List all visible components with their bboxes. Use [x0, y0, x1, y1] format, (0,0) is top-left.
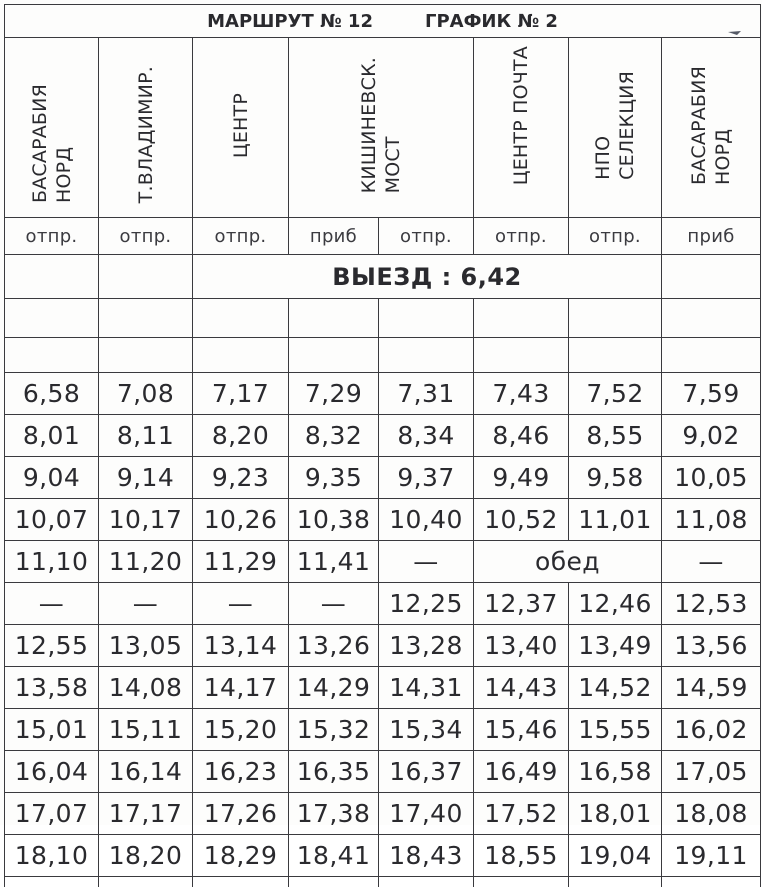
- time-cell: 18,55: [474, 835, 569, 877]
- time-cell: —: [193, 583, 289, 625]
- timetable-row: [5, 709, 761, 751]
- time-cell: 8,46: [474, 415, 569, 457]
- time-cell: 18,41: [289, 835, 379, 877]
- stop-label: КИШИНЕВСК. МОСТ: [357, 57, 405, 193]
- time-cell: 6,58: [5, 373, 99, 415]
- time-cell: 16,35: [289, 751, 379, 793]
- column-type: приб: [289, 218, 379, 255]
- empty-cell: [99, 255, 193, 299]
- empty-cell: [474, 338, 569, 373]
- time-cell: 7,59: [662, 373, 761, 415]
- stop-header-basarabia-nord-end: [662, 38, 761, 218]
- time-cell: 12,46: [569, 583, 662, 625]
- timetable: [4, 4, 761, 887]
- stop-header-centr: [193, 38, 289, 218]
- time-cell: —: [289, 583, 379, 625]
- time-cell: 7,31: [379, 373, 474, 415]
- stop-label: Т.ВЛАДИМИР.: [134, 66, 158, 203]
- time-cell: 16,37: [379, 751, 474, 793]
- stop-label: НПО СЕЛЕКЦИЯ: [591, 71, 639, 180]
- empty-cell: [662, 338, 761, 373]
- time-cell: 7,43: [474, 373, 569, 415]
- time-cell: 14,52: [569, 667, 662, 709]
- empty-cell: [379, 299, 474, 338]
- lunch-break-cell: обед: [474, 541, 662, 583]
- time-cell: 12,53: [662, 583, 761, 625]
- time-cell: 16,14: [99, 751, 193, 793]
- time-cell: 19,11: [662, 835, 761, 877]
- timetable-row: [5, 751, 761, 793]
- time-cell: 15,55: [569, 709, 662, 751]
- empty-cell: [379, 877, 474, 887]
- time-cell: 8,55: [569, 415, 662, 457]
- time-cell: 17,17: [99, 793, 193, 835]
- time-cell: —: [662, 541, 761, 583]
- time-cell: 9,02: [662, 415, 761, 457]
- time-cell: 15,32: [289, 709, 379, 751]
- timetable-row: [5, 457, 761, 499]
- time-cell: 10,07: [5, 499, 99, 541]
- timetable-row: [5, 541, 761, 583]
- column-type-row: [5, 218, 761, 255]
- empty-cell: [474, 877, 569, 887]
- stops-header-row: [5, 38, 761, 218]
- empty-cell: [193, 299, 289, 338]
- timetable-row: [5, 667, 761, 709]
- departure-time: ВЫЕЗД : 6,42: [332, 263, 522, 291]
- time-cell: 13,40: [474, 625, 569, 667]
- time-cell: 11,01: [569, 499, 662, 541]
- stop-header-centr-pochta: [474, 38, 569, 218]
- time-cell: 15,46: [474, 709, 569, 751]
- empty-cell: [5, 338, 99, 373]
- time-cell: 10,52: [474, 499, 569, 541]
- time-cell: 18,20: [99, 835, 193, 877]
- column-type: отпр.: [569, 218, 662, 255]
- empty-cell: [99, 338, 193, 373]
- route-title: МАРШРУТ № 12: [207, 11, 373, 32]
- time-cell: 15,01: [5, 709, 99, 751]
- time-cell: 10,17: [99, 499, 193, 541]
- time-cell: 7,29: [289, 373, 379, 415]
- timetable-row: [5, 373, 761, 415]
- time-cell: 18,08: [662, 793, 761, 835]
- blank-row: [5, 299, 761, 338]
- empty-cell: [5, 877, 99, 887]
- time-cell: 7,17: [193, 373, 289, 415]
- empty-cell: [289, 877, 379, 887]
- column-type: приб: [662, 218, 761, 255]
- title-cell: [5, 5, 761, 38]
- time-cell: 13,28: [379, 625, 474, 667]
- empty-cell: [379, 338, 474, 373]
- time-cell: 18,29: [193, 835, 289, 877]
- departure-note: [193, 255, 662, 299]
- time-cell: 14,29: [289, 667, 379, 709]
- time-cell: 16,04: [5, 751, 99, 793]
- stop-label: ЦЕНТР ПОЧТА: [509, 46, 533, 185]
- time-cell: 15,34: [379, 709, 474, 751]
- time-cell: 10,38: [289, 499, 379, 541]
- stop-label: ЦЕНТР: [229, 93, 253, 158]
- time-cell: 17,07: [5, 793, 99, 835]
- timetable-row: [5, 415, 761, 457]
- time-cell: 8,11: [99, 415, 193, 457]
- time-cell: 12,25: [379, 583, 474, 625]
- time-cell: 17,38: [289, 793, 379, 835]
- time-cell: 8,01: [5, 415, 99, 457]
- time-cell: 13,49: [569, 625, 662, 667]
- time-cell: 13,56: [662, 625, 761, 667]
- time-cell: 9,37: [379, 457, 474, 499]
- time-cell: —: [379, 541, 474, 583]
- time-cell: 19,04: [569, 835, 662, 877]
- time-cell: 16,49: [474, 751, 569, 793]
- empty-cell: [289, 338, 379, 373]
- time-cell: 15,11: [99, 709, 193, 751]
- time-cell: 10,26: [193, 499, 289, 541]
- stop-header-t-vladimir: [99, 38, 193, 218]
- time-cell: 18,10: [5, 835, 99, 877]
- empty-cell: [569, 877, 662, 887]
- time-cell: —: [5, 583, 99, 625]
- column-type: отпр.: [193, 218, 289, 255]
- empty-cell: [474, 299, 569, 338]
- stop-header-kishinevsk-most: [289, 38, 474, 218]
- empty-cell: [5, 299, 99, 338]
- tail-row: [5, 877, 761, 887]
- column-type: отпр.: [474, 218, 569, 255]
- time-cell: 11,41: [289, 541, 379, 583]
- timetable-row: [5, 583, 761, 625]
- spacer-row: [5, 338, 761, 373]
- empty-cell: [193, 338, 289, 373]
- time-cell: 13,05: [99, 625, 193, 667]
- column-type: отпр.: [379, 218, 474, 255]
- time-cell: 16,02: [662, 709, 761, 751]
- empty-cell: [569, 299, 662, 338]
- time-cell: 10,40: [379, 499, 474, 541]
- column-type: отпр.: [99, 218, 193, 255]
- time-cell: 14,43: [474, 667, 569, 709]
- empty-cell: [662, 255, 761, 299]
- stop-label: БАСАРАБИЯ НОРД: [28, 84, 76, 203]
- column-type: отпр.: [5, 218, 99, 255]
- time-cell: 11,20: [99, 541, 193, 583]
- time-cell: 17,52: [474, 793, 569, 835]
- timetable-row: [5, 835, 761, 877]
- time-cell: 14,59: [662, 667, 761, 709]
- time-cell: 13,26: [289, 625, 379, 667]
- empty-cell: [289, 299, 379, 338]
- time-cell: 7,08: [99, 373, 193, 415]
- time-cell: 9,58: [569, 457, 662, 499]
- empty-cell: [569, 338, 662, 373]
- stop-label: БАСАРАБИЯ НОРД: [687, 66, 735, 185]
- time-cell: 13,14: [193, 625, 289, 667]
- time-cell: 8,20: [193, 415, 289, 457]
- time-cell: 14,17: [193, 667, 289, 709]
- empty-cell: [5, 255, 99, 299]
- schedule-title: ГРАФИК № 2: [425, 11, 558, 32]
- stop-header-basarabia-nord: [5, 38, 99, 218]
- time-cell: 13,58: [5, 667, 99, 709]
- empty-cell: [99, 299, 193, 338]
- time-cell: 12,37: [474, 583, 569, 625]
- time-cell: 14,31: [379, 667, 474, 709]
- time-cell: —: [99, 583, 193, 625]
- timetable-row: [5, 499, 761, 541]
- time-cell: 16,23: [193, 751, 289, 793]
- time-cell: 9,14: [99, 457, 193, 499]
- time-cell: 9,35: [289, 457, 379, 499]
- time-cell: 18,43: [379, 835, 474, 877]
- time-cell: 11,08: [662, 499, 761, 541]
- time-cell: 17,40: [379, 793, 474, 835]
- departure-row: [5, 255, 761, 299]
- time-cell: 17,26: [193, 793, 289, 835]
- time-cell: 18,01: [569, 793, 662, 835]
- empty-cell: [662, 299, 761, 338]
- time-cell: 9,23: [193, 457, 289, 499]
- time-cell: 15,20: [193, 709, 289, 751]
- time-cell: 7,52: [569, 373, 662, 415]
- stop-header-npo-selekcia: [569, 38, 662, 218]
- time-rows: [5, 373, 761, 877]
- time-cell: 10,05: [662, 457, 761, 499]
- empty-cell: [662, 877, 761, 887]
- empty-cell: [99, 877, 193, 887]
- timetable-row: [5, 793, 761, 835]
- title-row: [5, 5, 761, 38]
- time-cell: 11,29: [193, 541, 289, 583]
- time-cell: 17,05: [662, 751, 761, 793]
- time-cell: 8,34: [379, 415, 474, 457]
- time-cell: 16,58: [569, 751, 662, 793]
- empty-cell: [193, 877, 289, 887]
- time-cell: 12,55: [5, 625, 99, 667]
- time-cell: 14,08: [99, 667, 193, 709]
- timetable-row: [5, 625, 761, 667]
- time-cell: 11,10: [5, 541, 99, 583]
- pen-mark: [728, 30, 742, 36]
- time-cell: 9,49: [474, 457, 569, 499]
- time-cell: 8,32: [289, 415, 379, 457]
- time-cell: 9,04: [5, 457, 99, 499]
